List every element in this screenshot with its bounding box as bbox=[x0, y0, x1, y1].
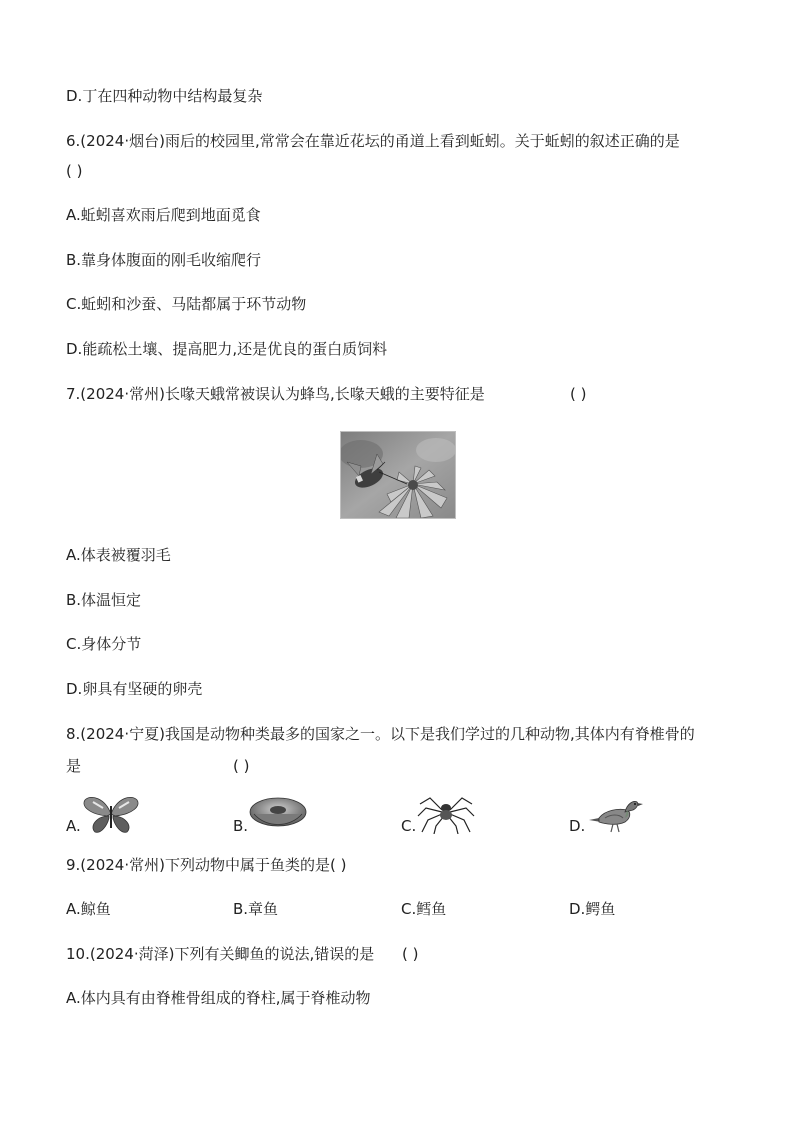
q10-answer-bracket: ( ) bbox=[402, 945, 419, 963]
spider-image bbox=[416, 794, 476, 834]
q6-option-a: A.蚯蚓喜欢雨后爬到地面觅食 bbox=[66, 206, 261, 224]
q8-option-a-label: A. bbox=[66, 817, 81, 835]
q9-stem: 9.(2024·常州)下列动物中属于鱼类的是( ) bbox=[66, 856, 347, 874]
q8-option-b-label: B. bbox=[233, 817, 249, 835]
q6-stem: 6.(2024·烟台)雨后的校园里,常常会在靠近花坛的甬道上看到蚯蚓。关于蚯蚓的叙述正确的是 bbox=[66, 132, 680, 150]
q6-option-c: C.蚯蚓和沙蚕、马陆都属于环节动物 bbox=[66, 295, 307, 313]
q9-option-c: C.鳕鱼 bbox=[401, 900, 447, 918]
q8-option-b bbox=[233, 794, 308, 834]
q8-option-a bbox=[66, 794, 141, 834]
q8-stem-end: 是 bbox=[66, 757, 82, 775]
q7-stem: 7.(2024·常州)长喙天蛾常被误认为蜂鸟,长喙天蛾的主要特征是 bbox=[66, 385, 485, 403]
q8-option-c-label: C. bbox=[401, 817, 417, 835]
q9-option-a: A.鲸鱼 bbox=[66, 900, 111, 918]
q8-option-c bbox=[401, 794, 476, 834]
q7-option-c: C.身体分节 bbox=[66, 635, 142, 653]
q6-answer-bracket: ( ) bbox=[66, 162, 83, 180]
q8-option-d-label: D. bbox=[569, 817, 586, 835]
q9-option-d: D.鳄鱼 bbox=[569, 900, 616, 918]
q7-answer-bracket: ( ) bbox=[570, 385, 587, 403]
q10-option-a: A.体内具有由脊椎骨组成的脊柱,属于脊椎动物 bbox=[66, 989, 371, 1007]
q8-stem: 8.(2024·宁夏)我国是动物种类最多的国家之一。以下是我们学过的几种动物,其体内有脊椎骨的 bbox=[66, 725, 695, 743]
q7-option-d: D.卵具有坚硬的卵壳 bbox=[66, 680, 203, 698]
q6-option-d: D.能疏松土壤、提高肥力,还是优良的蛋白质饲料 bbox=[66, 340, 388, 358]
q10-stem: 10.(2024·菏泽)下列有关鲫鱼的说法,错误的是 bbox=[66, 945, 375, 963]
butterfly-image bbox=[81, 794, 141, 834]
q7-option-b: B.体温恒定 bbox=[66, 591, 142, 609]
q6-option-b: B.靠身体腹面的刚毛收缩爬行 bbox=[66, 251, 262, 269]
clam-image bbox=[248, 794, 308, 834]
q8-answer-bracket: ( ) bbox=[233, 757, 250, 775]
pigeon-image bbox=[585, 794, 645, 834]
hawk-moth-photo bbox=[340, 431, 456, 519]
q5-option-d: D.丁在四种动物中结构最复杂 bbox=[66, 87, 263, 105]
q8-option-d bbox=[569, 794, 645, 834]
q7-option-a: A.体表被覆羽毛 bbox=[66, 546, 171, 564]
q9-option-b: B.章鱼 bbox=[233, 900, 279, 918]
